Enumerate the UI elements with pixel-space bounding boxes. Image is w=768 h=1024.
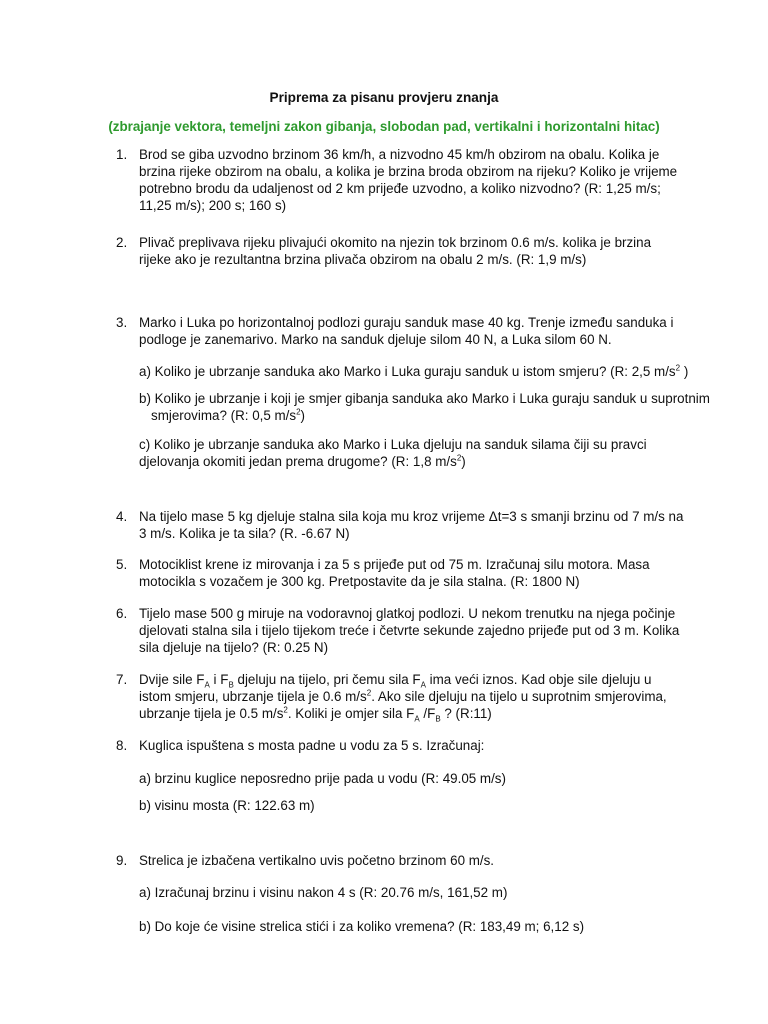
question-number: 5. <box>116 557 128 572</box>
page-title: Priprema za pisanu provjeru znanja <box>269 90 499 105</box>
question-text: Marko i Luka po horizontalnoj podlozi guraju sanduk mase 40 kg. Trenje između sanduka i podloge je zanemarivo. Marko na sanduk djeluje silom 40 N, a Luka silom 60 N. <box>139 315 674 347</box>
question-text: Dvije sile $F_A$ i $F_B$ djeluju na tijelo, pri čemu sila $F_A$ ima veći iznos. Kad obje sile djeluju u istom smjeru, ubrzanje tijela je 0.6 $m/s^2$. Ako sile djeluju na tijelo u suprotnim smjerovima, ubrzanje tijela je 0.5 $m/s^2$. Koliki je omjer sila $F_A$ $/F_B$ ? (R:11) <box>139 672 667 724</box>
question-number: 9. <box>116 853 128 868</box>
question-text: Plivač preplivava rijeku plivajući okomito na njezin tok brzinom 0.6 m/s. kolika je brzina rijeke ako je rezultantna brzina plivača obzirom na obalu 2 m/s. (R: 1,9 m/s) <box>139 235 652 267</box>
page-subtitle: (zbrajanje vektora, temeljni zakon gibanja, slobodan pad, vertikalni i horizontalni hitac) <box>108 119 660 134</box>
question-8-part-b: b) visinu mosta (R: 122.63 m) <box>139 798 315 813</box>
question-text: Motociklist krene iz mirovanja i za 5 s prijeđe put od 75 m. Izračunaj silu motora. Masa motocikla s vozačem je 300 kg. Pretpostavite da je sila stalna. (R: 1800 N) <box>139 557 650 589</box>
question-9-part-b: b) Do koje će visine strelica stići i za koliko vremena? (R: 183,49 m; 6,12 s) <box>139 919 585 934</box>
question-text: Strelica je izbačena vertikalno uvis početno brzinom 60 m/s. <box>139 853 495 868</box>
question-text: Brod se giba uzvodno brzinom 36 km/h, a nizvodno 45 km/h obzirom na obalu. Kolika je brzina rijeke obzirom na obalu, a kolika je brzina broda obzirom na rijeku? Koliko je vrijeme potrebno brodu da udaljenost od 2 km prijeđe uzvodno, a koliko nizvodno? (R: 1,25 m/s; 11,25 m/s); 200 s; 160 s) <box>139 147 678 213</box>
question-3-part-b: b) Koliko je ubrzanje i koji je smjer gibanja sanduka ako Marko i Luka guraju sanduk u suprotnim smjerovima? (R: 0,5 $m/s^2$) <box>139 391 710 423</box>
question-text: Kuglica ispuštena s mosta padne u vodu za 5 s. Izračunaj: <box>139 738 485 753</box>
question-text: Na tijelo mase 5 kg djeluje stalna sila koja mu kroz vrijeme Δt=3 s smanji brzinu od 7 m/s na 3 m/s. Kolika je ta sila? (R. -6.67 N) <box>139 509 684 541</box>
question-number: 1. <box>116 147 128 162</box>
question-9-part-a: a) Izračunaj brzinu i visinu nakon 4 s (R: 20.76 m/s, 161,52 m) <box>139 885 508 900</box>
question-number: 4. <box>116 509 128 524</box>
question-number: 6. <box>116 606 128 621</box>
question-3-part-c: c) Koliko je ubrzanje sanduka ako Marko i Luka djeluju na sanduk silama čiji su pravci djelovanja okomiti jedan prema drugome? (R: 1,8 $m/s^2$) <box>139 437 647 469</box>
question-number: 8. <box>116 738 128 753</box>
question-8-part-a: a) brzinu kuglice neposredno prije pada u vodu (R: 49.05 m/s) <box>139 771 506 786</box>
question-number: 7. <box>116 672 128 687</box>
question-3-part-a: a) Koliko je ubrzanje sanduka ako Marko i Luka guraju sanduk u istom smjeru? (R: 2,5 $m/s^2$ ) <box>139 363 689 379</box>
question-number: 3. <box>116 315 128 330</box>
question-number: 2. <box>116 235 128 250</box>
question-text: Tijelo mase 500 g miruje na vodoravnoj glatkoj podlozi. U nekom trenutku na njega počinje djelovati stalna sila i tijelo tijekom treće i četvrte sekunde zajedno prijeđe put od 3 m. Kolika sila djeluje na tijelo? (R: 0.25 N) <box>139 606 680 655</box>
